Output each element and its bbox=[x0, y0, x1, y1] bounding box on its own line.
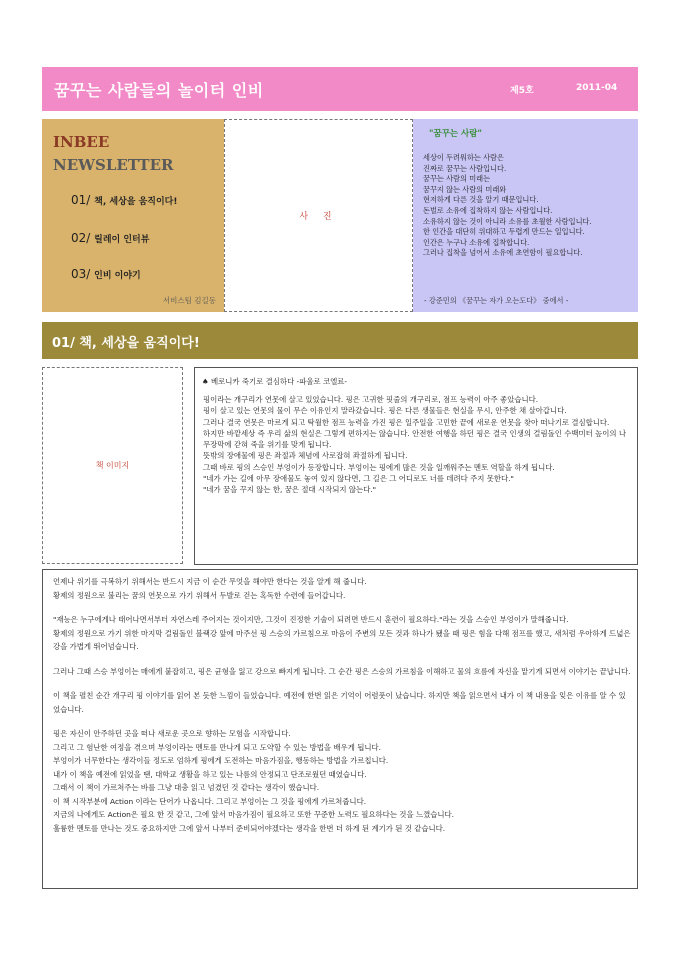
newsletter-header-bar bbox=[42, 67, 638, 111]
quote-box bbox=[413, 119, 638, 312]
photo-label: 사 진 bbox=[299, 212, 338, 222]
review-line: 훌륭한 멘토를 만나는 것도 중요하지만 그에 앞서 나부터 준비되어야겠다는 생각을 한번 더 하게 된 계기가 된 것 같습니다. bbox=[53, 823, 446, 833]
quote-line: 꿈꾸는 사람의 미래는 bbox=[423, 174, 491, 184]
story-paragraph: 뜻밖의 장애물에 핑은 좌절과 체념에 사로잡혀 좌절하게 됩니다. bbox=[203, 451, 408, 461]
quote-line: 그러나 집착을 넘어서 소유에 초연함이 필요합니다. bbox=[423, 248, 583, 258]
section-title: 01/ 책, 세상을 움직이다! bbox=[52, 336, 200, 351]
quote-title: "꿈꾸는 사람" bbox=[429, 129, 482, 139]
story-paragraph: 핑이 살고 있는 연못의 물이 무슨 이유인지 말라갔습니다. 핑은 다른 생물들은 현실을 무시, 안주한 채 살아갑니다. bbox=[203, 406, 567, 416]
review-line: 이 책을 펼친 순간 개구리 핑 이야기를 읽어 본 듯한 느낌이 들었습니다. 예전에 한번 읽은 기억이 어렴풋이 났습니다. 하지만 책을 읽으면서 내가 이 책 내용을 잊은 이유를 알 수 있었습니다. bbox=[53, 691, 626, 714]
book-image-placeholder bbox=[42, 367, 183, 564]
newsletter-contents-box bbox=[42, 119, 224, 312]
team-credit: 서비스팀 김길동 bbox=[162, 296, 216, 305]
review-line: 그리고 그 험난한 여정을 겪으며 부엉이라는 멘토를 만나게 되고 도약할 수 있는 방법을 배우게 됩니다. bbox=[53, 742, 381, 752]
quote-line: 인간은 누구나 소유에 집착합니다. bbox=[423, 237, 530, 247]
quote-line: 한 인간을 대단히 위대하고 두렵게 만드는 일입니다. bbox=[423, 227, 585, 237]
photo-placeholder bbox=[224, 119, 413, 312]
story-paragraph: "네가 가는 길에 아무 장애물도 놓여 있지 않다면, 그 길은 그 어디로도 너를 데려다 주지 못한다." bbox=[203, 474, 514, 484]
review-line: 그러나 그때 스승 부엉이는 매에게 붙잡히고, 핑은 균형을 잃고 강으로 빠지게 됩니다. 그 순간 핑은 스승의 가르침을 이해하고 물의 흐름에 자신을 맡기게 되면서 이야기는 끝납니다. bbox=[53, 666, 631, 676]
review-line: 황제의 정원으로 가기 위한 마지막 걸림돌인 블랙강 앞에 마주선 핑 스승의 가르침으로 마음이 주변의 모든 것과 하나가 됐을 때 핑은 힘을 다해 점프를 했고, 새처럼 우아하게 드넓은 강을 가볍게 뛰어넘습니다. bbox=[53, 628, 631, 651]
story-paragraph: 핑이라는 개구리가 연못에 살고 있었습니다. 핑은 고귀한 핏줄의 개구리로, 점프 능력이 아주 좋았습니다. bbox=[203, 395, 539, 404]
quote-line: 세상이 두려워하는 사람은 bbox=[423, 153, 504, 162]
review-line: 언제나 위기를 극복하기 위해서는 반드시 지금 이 순간 무엇을 해야만 한다는 것을 알게 해 줍니다. bbox=[53, 577, 367, 586]
toc-item: 03/ 인비 이야기 bbox=[71, 267, 141, 281]
issue-number: 제5호 bbox=[510, 86, 534, 96]
story-paragraph: 그러나 결국 연못은 마르게 되고 탁월한 점프 능력을 가진 핑은 일주일을 고민한 끝에 새로운 연못을 찾아 떠나기로 결심합니다. bbox=[203, 417, 610, 427]
story-heading: ♠ 베로니카 죽기로 결심하다 -파울로 코엘료- bbox=[202, 377, 348, 386]
review-line: 내가 이 책을 예전에 읽었을 땐, 대학교 생활을 하고 있는 나름의 안정되고 단조로웠던 때였습니다. bbox=[53, 769, 367, 779]
newsletter-title: 꿈꾸는 사람들의 놀이터 인비 bbox=[54, 81, 264, 100]
story-box bbox=[194, 367, 638, 565]
review-text-box bbox=[42, 569, 638, 889]
quote-line: 소유하지 않는 것이 아니라 소유를 초월한 사람입니다. bbox=[423, 216, 592, 226]
review-line: 황제의 정원으로 불리는 꿈의 연못으로 가기 위해서 두발로 걷는 혹독한 수련에 들어갑니다. bbox=[53, 590, 346, 600]
book-image-label: 책 이미지 bbox=[95, 461, 130, 470]
issue-date: 2011-04 bbox=[576, 83, 618, 93]
quote-lines bbox=[423, 153, 635, 259]
review-line: 부엉이가 너무한다는 생각이들 정도로 엄하게 핑에게 도전하는 마음가짐을, 행동하는 방법을 가르칩니다. bbox=[53, 756, 389, 765]
quote-line: 돈벌로 소유에 집착하지 않는 사람입니다. bbox=[423, 205, 553, 215]
quote-source: - 강준민의 《꿈꾸는 자가 오는도다》 중에서 - bbox=[424, 296, 569, 305]
quote-line: 현저하게 다른 것을 알기 때문입니다. bbox=[423, 195, 539, 205]
toc-item: 02/ 릴레이 인터뷰 bbox=[71, 231, 150, 245]
story-body bbox=[203, 394, 630, 496]
review-line: "재능은 누구에게나 태어나면서부터 자연스레 주어지는 것이지만, 그것이 진정한 기술이 되려면 반드시 훈련이 필요하다."라는 것을 스승인 부엉이가 말해줍니다. bbox=[53, 615, 569, 624]
story-paragraph: 하지만 바깥세상 즉 우리 삶의 현실은 그렇게 편하지는 않습니다. 안전한 여행을 하던 핑은 결국 인생의 걸림돌인 수백미터 높이의 나무장막에 갇혀 죽을 위기를 맞게 됩니다. bbox=[203, 428, 627, 450]
section-header-bar bbox=[42, 322, 638, 359]
review-content bbox=[53, 575, 631, 835]
review-line: 지금의 나에게도 Action은 필요 한 것 같고, 그에 앞서 마음가짐이 필요하고 또한 꾸준한 노력도 필요하다는 것을 느꼈습니다. bbox=[53, 810, 454, 819]
story-paragraph: "네가 꿈을 꾸지 않는 한, 꿈은 절대 시작되지 않는다." bbox=[203, 485, 377, 495]
review-line: 핑은 자신이 안주하던 곳을 떠나 새로운 곳으로 향하는 모험을 시작합니다. bbox=[53, 729, 291, 738]
brand-subtitle: NEWSLETTER bbox=[53, 156, 174, 174]
review-line: 그래서 이 책이 가르쳐주는 바를 그냥 대충 읽고 넘겼던 것 같다는 생각이 했습니다. bbox=[53, 783, 320, 792]
story-paragraph: 그때 바로 핑의 스승인 부엉이가 등장합니다. 부엉이는 핑에게 많은 것을 일깨워주는 멘토 역할을 하게 됩니다. bbox=[203, 462, 555, 472]
quote-line: 꿈꾸지 않는 사람의 미래와 bbox=[423, 184, 507, 194]
quote-line: 진짜로 꿈꾸는 사람입니다. bbox=[423, 163, 507, 173]
toc-item: 01/ 책, 세상을 움직이다! bbox=[71, 193, 178, 207]
review-line: 이 책 시작부분에 Action 이라는 단어가 나옵니다. 그리고 부엉이는 그 것을 핑에게 가르쳐줍니다. bbox=[53, 796, 367, 806]
brand-name: INBEE bbox=[53, 133, 110, 151]
